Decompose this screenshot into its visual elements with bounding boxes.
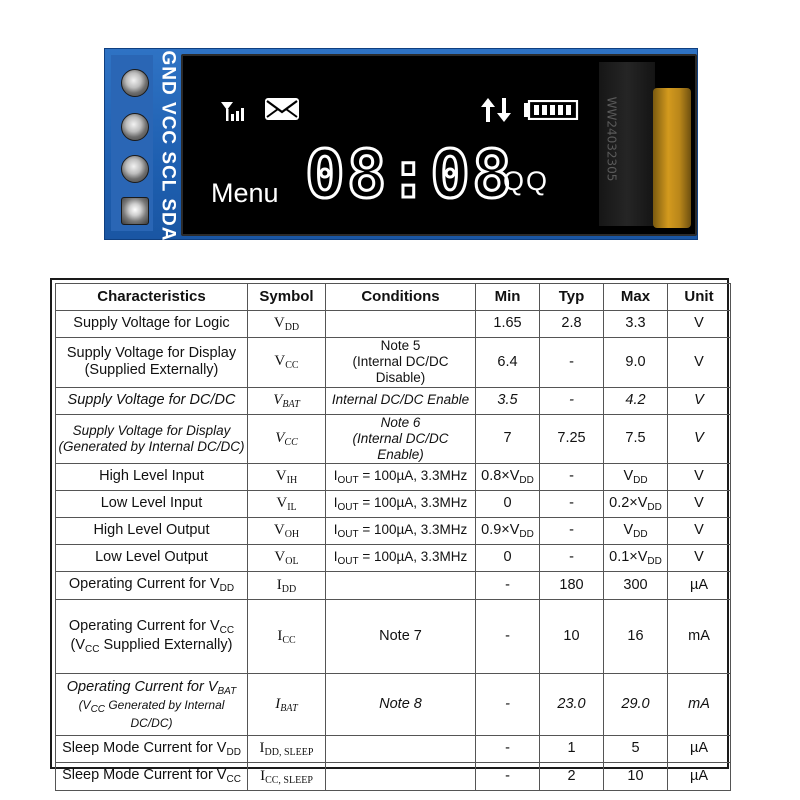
cond-subscript: OUT — [337, 474, 359, 486]
cell-text: Sleep Mode Current for V — [62, 767, 227, 784]
cell-unit: V — [668, 414, 731, 464]
cell-subscript: CC — [219, 624, 235, 636]
mail-icon — [263, 96, 301, 122]
cell-characteristic — [56, 545, 248, 572]
cell-unit: V — [668, 518, 731, 545]
display-clock: 08:08 — [305, 136, 514, 213]
max-subscript: DD — [633, 474, 648, 486]
cell-max: 4.2 — [604, 387, 668, 414]
cell-text-line2: (Internal DC/DC Enable) — [352, 430, 449, 462]
symbol-text: I — [277, 627, 283, 644]
header-max: Max — [604, 284, 668, 311]
cell-unit: V — [668, 311, 731, 338]
table-row — [56, 763, 731, 791]
cond-subscript: OUT — [337, 528, 359, 540]
cell-unit: V — [668, 545, 731, 572]
cell-typ: 2 — [540, 763, 604, 791]
symbol-subscript: BAT — [280, 702, 298, 714]
cell-text: Internal DC/DC Enable — [331, 392, 470, 408]
cond-subscript: OUT — [337, 555, 359, 567]
cell-typ: 2.8 — [540, 311, 604, 338]
cell-min: 0 — [476, 491, 540, 518]
cell-conditions — [326, 572, 476, 600]
symbol-text: V — [273, 522, 285, 539]
cell-min — [476, 518, 540, 545]
cell-symbol — [248, 600, 326, 674]
cell-text: Operating Current for V — [66, 678, 218, 695]
cell-text: Operating Current for V — [68, 576, 220, 593]
cell-min: 0 — [476, 545, 540, 572]
cell-max — [604, 464, 668, 491]
symbol-subscript: IL — [287, 502, 297, 514]
cond-text-rest: = 100µA, 3.3MHz — [358, 521, 468, 537]
cell-min: - — [476, 736, 540, 763]
cell-subscript: CC — [90, 703, 106, 715]
max-text: 0.2×V — [609, 494, 648, 511]
min-text: 0.8×V — [481, 467, 520, 484]
cell-text: Supply Voltage for Display — [66, 344, 237, 361]
cell-characteristic — [56, 387, 248, 414]
cell-min: - — [476, 572, 540, 600]
symbol-subscript: OH — [284, 529, 300, 541]
spec-table-frame — [50, 278, 729, 786]
cell-symbol — [248, 387, 326, 414]
header-min: Min — [476, 284, 540, 311]
cell-unit: V — [668, 387, 731, 414]
cell-conditions — [326, 311, 476, 338]
table-header-row — [56, 284, 731, 311]
cell-max: 16 — [604, 600, 668, 674]
cell-characteristic — [56, 338, 248, 388]
cell-min: - — [476, 674, 540, 736]
table-row — [56, 572, 731, 600]
header-characteristics: Characteristics — [56, 284, 248, 311]
symbol-subscript: BAT — [282, 398, 300, 410]
cell-characteristic — [56, 414, 248, 464]
cell-max: 3.3 — [604, 311, 668, 338]
cell-min: - — [476, 763, 540, 791]
cell-conditions — [326, 518, 476, 545]
cell-text-line2 — [58, 637, 245, 656]
cell-characteristic — [56, 674, 248, 736]
cell-min: - — [476, 600, 540, 674]
cell-text-rest: Supplied Externally) — [99, 636, 233, 653]
cell-min: 6.4 — [476, 338, 540, 388]
cell-characteristic — [56, 518, 248, 545]
cell-conditions — [326, 600, 476, 674]
cell-unit: µA — [668, 736, 731, 763]
cell-max: 9.0 — [604, 338, 668, 388]
cell-symbol — [248, 545, 326, 572]
min-text: 0.9×V — [481, 521, 520, 538]
table-row — [56, 518, 731, 545]
transfer-arrows-icon — [479, 96, 513, 124]
cell-symbol — [248, 763, 326, 791]
cell-subscript: CC — [226, 774, 241, 786]
ribbon-serial-text: WW24032305 — [604, 96, 619, 182]
cell-min: 3.5 — [476, 387, 540, 414]
table-row — [56, 414, 731, 464]
cell-text: Operating Current for V — [68, 617, 220, 634]
cell-characteristic — [56, 464, 248, 491]
cell-symbol — [248, 736, 326, 763]
cell-min — [476, 464, 540, 491]
cell-max — [604, 545, 668, 572]
cell-text: Note 5 — [380, 338, 421, 353]
cell-symbol — [248, 491, 326, 518]
oled-screen-frame — [181, 54, 697, 236]
cell-characteristic — [56, 600, 248, 674]
cell-conditions — [326, 387, 476, 414]
cell-text: Note 8 — [379, 695, 422, 712]
symbol-text: I — [275, 695, 281, 712]
cell-conditions — [326, 763, 476, 791]
header-conditions: Conditions — [326, 284, 476, 311]
pin-sda — [121, 69, 149, 97]
table-row — [56, 311, 731, 338]
cell-symbol — [248, 572, 326, 600]
cell-symbol — [248, 414, 326, 464]
cell-text-line2: (Internal DC/DC Disable) — [352, 354, 449, 386]
cell-subscript: BAT — [217, 685, 237, 697]
cell-subscript: DD — [219, 583, 235, 595]
oled-module-photo — [104, 48, 698, 240]
cell-text-line2: (Generated by Internal DC/DC) — [58, 438, 245, 454]
cell-typ: 7.25 — [540, 414, 604, 464]
cell-text: Note 7 — [379, 627, 422, 644]
max-text: V — [623, 521, 634, 538]
table-row — [56, 600, 731, 674]
symbol-text: I — [259, 740, 265, 757]
symbol-subscript: DD — [281, 583, 297, 595]
cell-typ: 180 — [540, 572, 604, 600]
cell-unit: V — [668, 464, 731, 491]
cell-conditions — [326, 736, 476, 763]
symbol-text: V — [275, 429, 285, 446]
cell-min: 1.65 — [476, 311, 540, 338]
min-subscript: DD — [519, 528, 534, 540]
pin-labels — [153, 50, 181, 242]
cell-text-line2 — [58, 698, 245, 730]
symbol-text: V — [276, 495, 288, 512]
cond-subscript: OUT — [337, 501, 359, 513]
cell-text-line1 — [58, 618, 245, 637]
cell-unit: V — [668, 491, 731, 518]
signal-icon — [219, 100, 249, 122]
cell-text-line1 — [58, 679, 245, 698]
cell-text-rest: Generated by Internal DC/DC) — [105, 697, 225, 730]
cell-text: High Level Input — [99, 468, 204, 485]
header-typ: Typ — [540, 284, 604, 311]
cell-conditions — [326, 491, 476, 518]
cell-symbol — [248, 464, 326, 491]
cell-typ: - — [540, 338, 604, 388]
cell-text: (V — [78, 697, 91, 712]
cond-text: I — [333, 494, 338, 510]
symbol-subscript: CC — [284, 436, 298, 448]
symbol-text: V — [275, 468, 287, 485]
cell-text: Supply Voltage for Display — [72, 422, 231, 438]
table-row — [56, 387, 731, 414]
table-row — [56, 464, 731, 491]
oled-display — [187, 60, 597, 228]
max-text: V — [623, 467, 634, 484]
cond-text-rest: = 100µA, 3.3MHz — [358, 548, 468, 564]
flex-cable — [653, 88, 691, 228]
max-text: 0.1×V — [609, 548, 648, 565]
cell-typ: - — [540, 518, 604, 545]
battery-icon — [523, 100, 579, 120]
pin-vcc — [121, 155, 149, 183]
cell-text: Sleep Mode Current for V — [62, 739, 227, 756]
cell-characteristic — [56, 572, 248, 600]
cell-conditions — [326, 338, 476, 388]
cell-typ: 23.0 — [540, 674, 604, 736]
cell-symbol — [248, 518, 326, 545]
cell-max: 5 — [604, 736, 668, 763]
header-unit: Unit — [668, 284, 731, 311]
symbol-text: V — [274, 353, 286, 370]
table-row — [56, 674, 731, 736]
cell-subscript: DD — [226, 746, 241, 758]
table-row — [56, 491, 731, 518]
cell-text: Low Level Input — [100, 495, 203, 512]
pin-labels-text: GND VCC SCL SDA — [157, 50, 179, 242]
cell-text: Low Level Output — [95, 549, 208, 566]
header-symbol: Symbol — [248, 284, 326, 311]
cell-typ: - — [540, 387, 604, 414]
symbol-subscript: DD, SLEEP — [264, 747, 314, 759]
cond-text: I — [333, 521, 338, 537]
cond-text: I — [333, 548, 338, 564]
cell-unit: mA — [668, 600, 731, 674]
cell-text: High Level Output — [93, 522, 210, 539]
cell-max: 29.0 — [604, 674, 668, 736]
cell-characteristic — [56, 311, 248, 338]
pin-gnd — [121, 197, 149, 225]
table-row — [56, 736, 731, 763]
max-subscript: DD — [647, 555, 662, 567]
cell-text-line2: (Supplied Externally) — [84, 362, 219, 379]
symbol-subscript: CC — [282, 634, 296, 646]
symbol-subscript: CC, SLEEP — [265, 774, 313, 786]
symbol-subscript: OL — [285, 556, 299, 568]
cell-symbol — [248, 311, 326, 338]
electrical-characteristics-table — [55, 283, 731, 791]
symbol-text: I — [276, 576, 282, 593]
cell-characteristic — [56, 763, 248, 791]
cell-symbol — [248, 338, 326, 388]
cell-typ: - — [540, 464, 604, 491]
symbol-text: V — [273, 391, 283, 408]
cell-typ: 1 — [540, 736, 604, 763]
cell-unit: V — [668, 338, 731, 388]
cell-unit: mA — [668, 674, 731, 736]
max-subscript: DD — [647, 501, 662, 513]
cell-unit: µA — [668, 763, 731, 791]
cell-conditions — [326, 464, 476, 491]
symbol-text: V — [274, 549, 286, 566]
cell-conditions — [326, 674, 476, 736]
cell-subscript: CC — [85, 643, 100, 655]
display-ribbon — [599, 62, 655, 226]
cell-typ: 10 — [540, 600, 604, 674]
cell-typ: - — [540, 545, 604, 572]
cell-max — [604, 518, 668, 545]
cell-conditions — [326, 545, 476, 572]
symbol-text: I — [260, 767, 266, 784]
table-row — [56, 338, 731, 388]
cell-conditions — [326, 414, 476, 464]
symbol-text: V — [273, 315, 285, 331]
cell-symbol — [248, 674, 326, 736]
display-menu-label: Menu — [211, 178, 279, 208]
cell-max: 7.5 — [604, 414, 668, 464]
symbol-subscript: DD — [284, 322, 300, 333]
max-subscript: DD — [633, 528, 648, 540]
cell-typ: - — [540, 491, 604, 518]
display-qq-label: QQ — [503, 166, 550, 196]
pin-scl — [121, 113, 149, 141]
table-row — [56, 545, 731, 572]
cell-max: 10 — [604, 763, 668, 791]
cond-text-rest: = 100µA, 3.3MHz — [358, 494, 468, 510]
symbol-subscript: CC — [285, 360, 299, 372]
cond-text: I — [333, 467, 338, 483]
cell-characteristic — [56, 736, 248, 763]
pin-header — [111, 55, 153, 231]
cell-max — [604, 491, 668, 518]
min-subscript: DD — [519, 474, 534, 486]
symbol-subscript: IH — [286, 475, 298, 487]
cell-characteristic — [56, 491, 248, 518]
cell-text: (V — [70, 636, 86, 653]
cell-text: Note 6 — [380, 414, 421, 430]
cell-min: 7 — [476, 414, 540, 464]
cell-unit: µA — [668, 572, 731, 600]
cell-max: 300 — [604, 572, 668, 600]
cell-text: Supply Voltage for Logic — [73, 315, 230, 332]
cell-text: Supply Voltage for DC/DC — [67, 391, 236, 408]
cond-text-rest: = 100µA, 3.3MHz — [358, 467, 468, 483]
